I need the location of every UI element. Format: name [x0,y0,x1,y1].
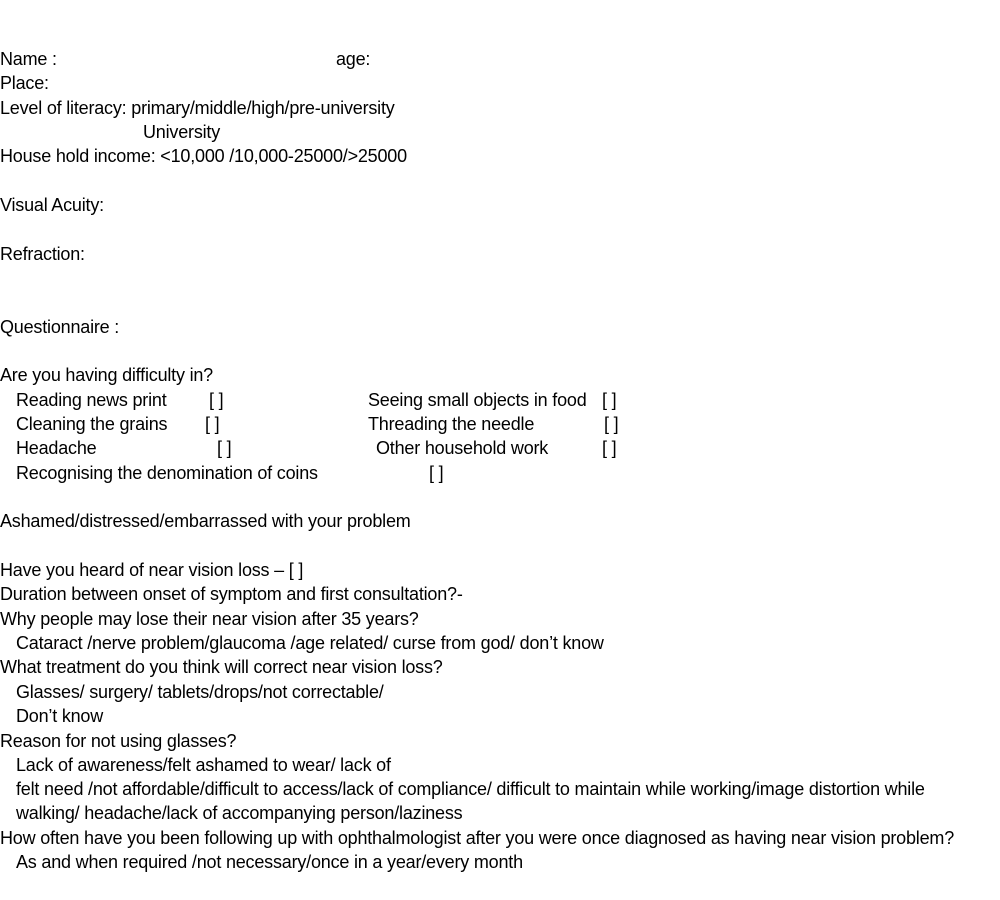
treatment-options: Glasses/ surgery/ tablets/drops/not correctable/ [16,682,384,702]
difficulty-item-label: Reading news print [16,390,167,410]
followup-question: How often have you been following up with ophthalmologist after you were once diagnosed as having near vision problem? [0,828,955,848]
followup-options: As and when required /not necessary/once in a year/every month [16,852,523,872]
difficulty-item-checkbox[interactable]: [ ] [429,463,444,483]
reason-options: Lack of awareness/felt ashamed to wear/ lack of [16,755,391,775]
difficulty-item-checkbox[interactable]: [ ] [602,390,617,410]
difficulty-item-label: Headache [16,438,97,458]
reason-options-cont-2: walking/ headache/lack of accompanying person/laziness [16,803,463,823]
difficulty-item-checkbox[interactable]: [ ] [205,414,220,434]
refraction-label: Refraction: [0,244,85,264]
why-options: Cataract /nerve problem/glaucoma /age related/ curse from god/ don’t know [16,633,604,653]
difficulty-item-label: Other household work [376,438,549,458]
visual-acuity-label: Visual Acuity: [0,195,104,215]
why-question: Why people may lose their near vision after 35 years? [0,609,419,629]
difficulty-item-checkbox[interactable]: [ ] [217,438,232,458]
questionnaire-title: Questionnaire : [0,317,120,337]
difficulty-item-checkbox[interactable]: [ ] [604,414,619,434]
reason-options-cont: felt need /not affordable/difficult to access/lack of compliance/ difficult to maintain while working/image distortion while [16,779,925,799]
duration-question: Duration between onset of symptom and first consultation?- [0,584,463,604]
income-label: House hold income: <10,000 /10,000-25000/>25000 [0,146,407,166]
difficulty-item-label: Seeing small objects in food [368,390,587,410]
literacy-continued: University [143,122,221,142]
heard-question: Have you heard of near vision loss – [ ] [0,560,304,580]
treatment-options-cont: Don’t know [16,706,104,726]
name-label: Name : [0,49,57,69]
difficulty-question: Are you having difficulty in? [0,365,213,385]
age-label: age: [336,49,371,69]
literacy-label: Level of literacy: primary/middle/high/pre-university [0,98,395,118]
difficulty-item-label: Threading the needle [368,414,535,434]
ashamed-question: Ashamed/distressed/embarrassed with your problem [0,511,411,531]
difficulty-item-label: Cleaning the grains [16,414,168,434]
treatment-question: What treatment do you think will correct near vision loss? [0,657,443,677]
place-label: Place: [0,73,49,93]
reason-question: Reason for not using glasses? [0,731,237,751]
difficulty-item-checkbox[interactable]: [ ] [602,438,617,458]
difficulty-item-label: Recognising the denomination of coins [16,463,318,483]
difficulty-item-checkbox[interactable]: [ ] [209,390,224,410]
